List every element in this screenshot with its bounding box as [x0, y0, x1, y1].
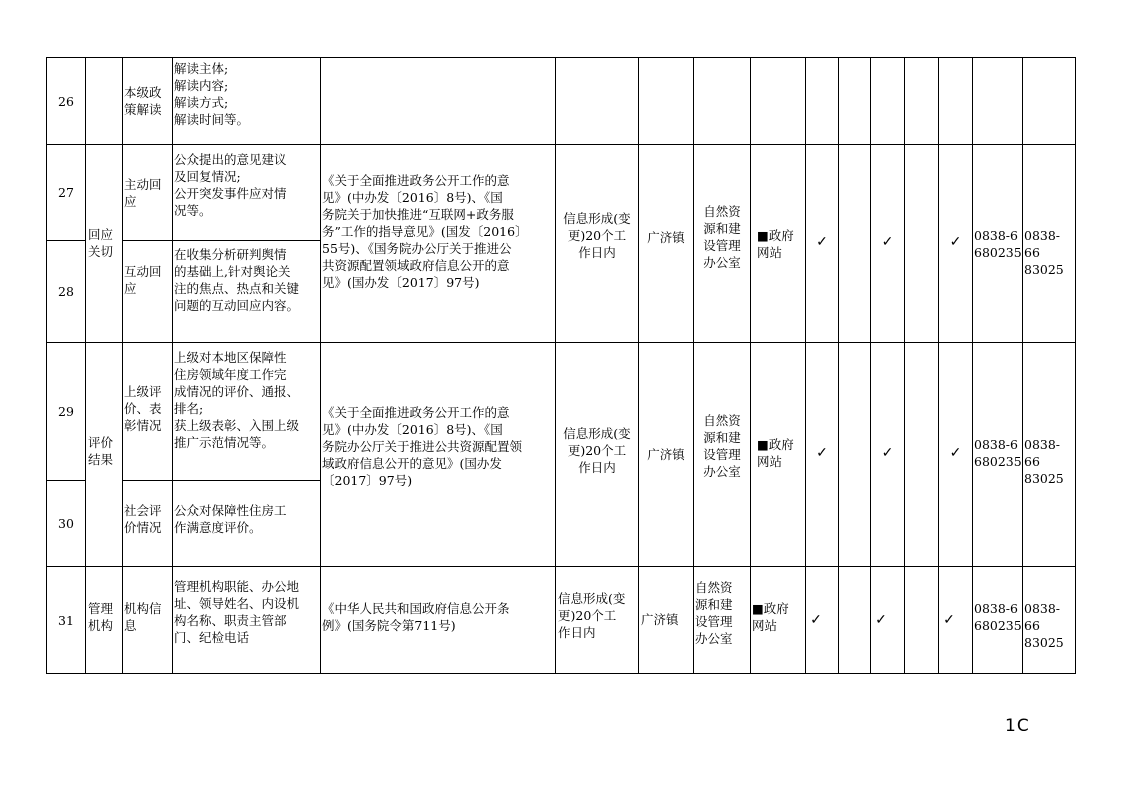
row-30-content: 公众对保障性住房工 作满意度评价。	[174, 503, 287, 535]
group-2-basis: 《关于全面推进政务公开工作的意 见》(中办发〔2016〕8号)、《国 务院办公厅关于推进公共资源配置领 域政府信息公开的意见》(国办发 〔2017〕97号)	[322, 405, 523, 488]
group-2-check-2: ✓	[881, 444, 894, 461]
row-31-phone-2: 0838-66 83025	[1024, 601, 1064, 650]
row-26-number: 26	[58, 93, 74, 109]
group-2-check-3: ✓	[949, 444, 962, 461]
row-31-basis: 《中华人民共和国政府信息公开条 例》(国务院令第711号)	[322, 601, 510, 633]
row-31-check-2: ✓	[875, 611, 887, 628]
group-1-check-3: ✓	[949, 233, 962, 250]
group-1-phone-2: 0838-66 83025	[1024, 228, 1064, 277]
group-1-time: 信息形成(变 更)20个工 作日内	[563, 211, 631, 260]
row-28-content: 在收集分析研判舆情 的基础上,针对舆论关 注的焦点、热点和关键 问题的互动回应内容。	[174, 247, 300, 313]
row-31-item: 机构信 息	[124, 601, 162, 633]
group-2-subject: 广济镇	[647, 446, 685, 462]
group-1-basis: 《关于全面推进政务公开工作的意 见》(中办发〔2016〕8号)、《国 务院关于加快推进“互联网+政务服 务”工作的指导意见》(国发〔2016〕 55号)、《国务院办公厅关于推进公 共资源配置领域政府信息公开的意 见》(国办发〔2017〕97号)	[322, 173, 528, 290]
row-26-item: 本级政 策解读	[124, 85, 162, 117]
group-2-check-1: ✓	[816, 444, 828, 461]
group-2-dept: 自然资 源和建 设管理 办公室	[703, 413, 741, 479]
group-1-subject: 广济镇	[647, 229, 685, 245]
category-evaluation: 评价 结果	[88, 435, 114, 467]
row-29-item: 上级评 价、表 彰情况	[124, 384, 162, 433]
row-31-subject: 广济镇	[641, 612, 679, 627]
row-27-item: 主动回 应	[124, 177, 162, 209]
row-31-content: 管理机构职能、办公地 址、领导姓名、内设机 构名称、职责主管部 门、纪检电话	[174, 579, 300, 645]
row-27-number: 27	[58, 185, 74, 200]
group-2-time: 信息形成(变 更)20个工 作日内	[563, 426, 631, 475]
row-26-content: 解读主体; 解读内容; 解读方式; 解读时间等。	[174, 61, 250, 127]
row-27-content: 公众提出的意见建议 及回复情况; 公开突发事件应对情 况等。	[174, 152, 287, 218]
row-31-number: 31	[58, 612, 74, 628]
row-28-item: 互动回 应	[124, 264, 162, 296]
group-2-phone-2: 0838-66 83025	[1024, 437, 1064, 486]
row-30-number: 30	[58, 516, 74, 531]
group-1-check-2: ✓	[881, 233, 894, 250]
row-31-time: 信息形成(变 更)20个工 作日内	[558, 591, 626, 640]
row-31-channel: ■政府 网站	[752, 601, 789, 633]
row-31-check-1: ✓	[810, 611, 822, 628]
row-28-number: 28	[58, 284, 74, 299]
group-1-check-1: ✓	[816, 233, 828, 250]
group-1-phone-1: 0838-6 680235	[974, 228, 1022, 260]
row-31-dept: 自然资 源和建 设管理 办公室	[695, 580, 733, 646]
row-31-phone-1: 0838-6 680235	[974, 601, 1022, 633]
group-2-phone-1: 0838-6 680235	[974, 437, 1022, 469]
group-2-channel: ■政府 网站	[757, 437, 794, 469]
row-29-number: 29	[58, 404, 74, 419]
row-29-content: 上级对本地区保障性 住房领域年度工作完 成情况的评价、通报、 排名; 获上级表彰、入围上级 推广示范情况等。	[174, 350, 300, 450]
page-number: 1C	[1005, 716, 1030, 736]
category-response: 回应 关切	[88, 227, 114, 259]
row-30-item: 社会评 价情况	[124, 503, 162, 535]
category-management: 管理 机构	[88, 601, 114, 633]
group-1-dept: 自然资 源和建 设管理 办公室	[703, 204, 741, 270]
row-31-check-3: ✓	[943, 611, 955, 628]
group-1-channel: ■政府 网站	[757, 228, 794, 260]
